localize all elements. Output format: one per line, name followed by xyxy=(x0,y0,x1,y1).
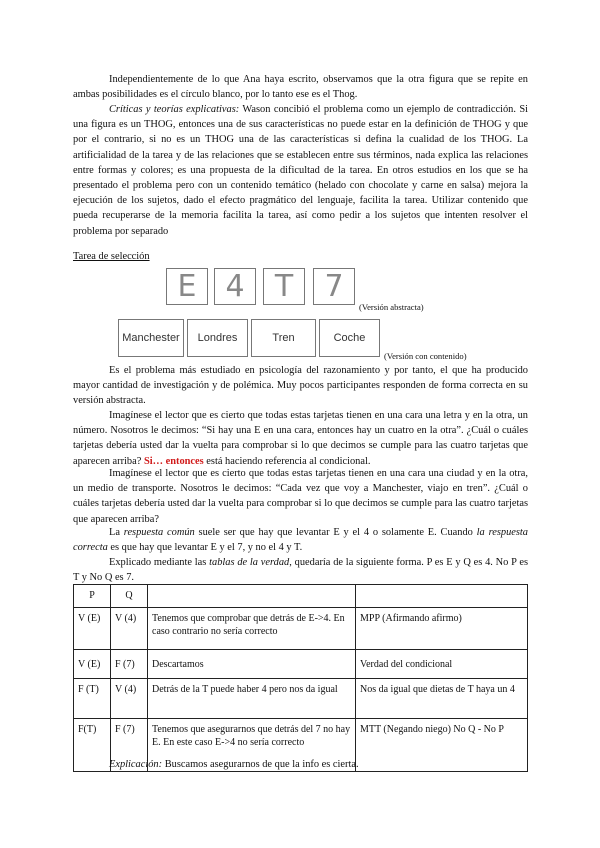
paragraph-thog-conclusion: Independientemente de lo que Ana haya escrito, observamos que la otra figura que se repite en ambas posibilidades es el círculo blanco, por lo tanto ese es el Thog. xyxy=(73,74,528,101)
card-content-1: Manchester xyxy=(118,319,184,357)
cell-q: F (7) xyxy=(111,719,148,772)
card-content-2: Londres xyxy=(187,319,248,357)
header-q: Q xyxy=(111,585,148,608)
cell-rule: MTT (Negando niego) No Q - No P xyxy=(356,719,528,772)
header-blank-1 xyxy=(148,585,356,608)
truth-a: Explicado mediante las xyxy=(109,557,210,568)
abstract-instruction-end: está haciendo referencia al condicional. xyxy=(203,455,371,467)
cell-p: V (E) xyxy=(74,650,111,679)
truth-b: , quedaría de la siguiente forma. P es E y Q es 4. No P es T y No Q es 7. xyxy=(73,557,528,584)
paragraph-abstract-instruction xyxy=(73,408,528,469)
cell-p: F (T) xyxy=(74,679,111,719)
header-blank-2 xyxy=(356,585,528,608)
answers-a: La xyxy=(109,527,124,538)
conditional-highlight: Si… entonces xyxy=(143,455,204,467)
cell-rule: MPP (Afirmando afirmo) xyxy=(356,608,528,650)
card-abstract-2: 4 xyxy=(214,268,256,305)
truth-table xyxy=(73,584,528,772)
critics-title: Críticas y teorías explicativas: xyxy=(109,104,240,115)
cell-explanation: Tenemos que asegurarnos que detrás del 7 no hay E. En este caso E->4 no sería correcto xyxy=(148,719,356,772)
paragraph-truth-tables xyxy=(73,555,528,585)
header-p: P xyxy=(74,585,111,608)
card-abstract-1: E xyxy=(166,268,208,305)
paragraph-content-instruction: Imagínese el lector que es cierto que todas estas tarjetas tienen en una cara una ciudad y en la otra, un medio de transporte. Nosotros le decimos: “Cada vez que voy a Manchester, viajo en tren”. ¿Cuál o cuáles tarjetas debería usted dar la vuelta para comprobar si lo que decimos se cumple para las cuatro tarjetas que aparecen arriba? xyxy=(73,468,528,525)
caption-content: (Versión con contenido) xyxy=(384,351,467,361)
card-abstract-3: T xyxy=(263,268,305,305)
table-row xyxy=(74,679,528,719)
cell-rule: Nos da igual que dietas de T haya un 4 xyxy=(356,679,528,719)
section-heading xyxy=(73,249,528,264)
caption-abstract: (Versión abstracta) xyxy=(359,302,424,312)
cell-q: F (7) xyxy=(111,650,148,679)
truth-tables-term: tablas de la verdad xyxy=(209,557,290,568)
answers-b: suele ser que hay que levantar E y el 4 o solamente E. Cuando xyxy=(194,527,477,538)
table-header-row xyxy=(74,585,528,608)
explanation-text: Buscamos asegurarnos de que la info es cierta. xyxy=(162,759,359,770)
paragraph-selection-task: Es el problema más estudiado en psicología del razonamiento y por tanto, el que ha producido mayor cantidad de investigación y de polémica. Muy pocos participantes responden de forma correcta en su versión abstracta. xyxy=(73,365,528,407)
explanation-label: Explicación: xyxy=(109,759,163,770)
answers-common: respuesta común xyxy=(123,527,195,538)
cell-q: V (4) xyxy=(111,679,148,719)
section-heading-text: Tarea de selección xyxy=(73,251,150,262)
cell-explanation: Descartamos xyxy=(148,650,356,679)
paragraph-critics xyxy=(73,102,528,239)
cell-p: F(T) xyxy=(74,719,111,772)
card-content-4: Coche xyxy=(319,319,380,357)
table-row xyxy=(74,650,528,679)
critics-body: Wason concibió el problema como un ejemplo de contradicción. Si una figura es un THOG, entonces una de sus características no puede estar en la definición de THOG y que por el contrario, si no es un THOG una de las características si defina la cualidad de los THOG. La artificialidad de la tarea y de las relaciones que se establecen entre sus términos, nada explica las relaciones entre formas y colores; es una propuesta de la dificultad de la tarea. En otros estudios en los que se ha presentado el problema pero con un contenido temático (helado con chocolate y carne en salsa) mejora la ejecución de los sujetos, dado el efecto pragmático del lenguaje, facilita la tarea. Utilizar contenido que pueda recuperarse de la memoria facilita la tarea, así como pedir a los sujetos que intenten resolver el problema por separado xyxy=(73,104,529,237)
paragraph-explanation xyxy=(73,757,528,772)
cell-q: V (4) xyxy=(111,608,148,650)
cell-rule: Verdad del condicional xyxy=(356,650,528,679)
abstract-instruction-text: Imagínese el lector que es cierto que todas estas tarjetas tienen en una cara una letra y en la otra, un número. Nosotros le decimos: “Si hay una E en una cara, entonces hay un cuatro en la otra”. ¿Cuál o cuáles tarjetas debería usted dar la vuelta para comprobar si lo que decimos se cumple para las cuatro tarjetas que aparecen arriba? xyxy=(73,410,528,467)
card-abstract-4: 7 xyxy=(313,268,355,305)
cell-explanation: Tenemos que comprobar que detrás de E->4. En caso contrario no sería correcto xyxy=(148,608,356,650)
cell-explanation: Detrás de la T puede haber 4 pero nos da igual xyxy=(148,679,356,719)
answers-correct: la respuesta correcta xyxy=(73,527,529,554)
card-content-3: Tren xyxy=(251,319,316,357)
table-row xyxy=(74,608,528,650)
answers-c: es que hay que levantar E y el 7, y no el 4 y T. xyxy=(107,542,303,554)
cell-p: V (E) xyxy=(74,608,111,650)
paragraph-answers xyxy=(73,525,528,555)
